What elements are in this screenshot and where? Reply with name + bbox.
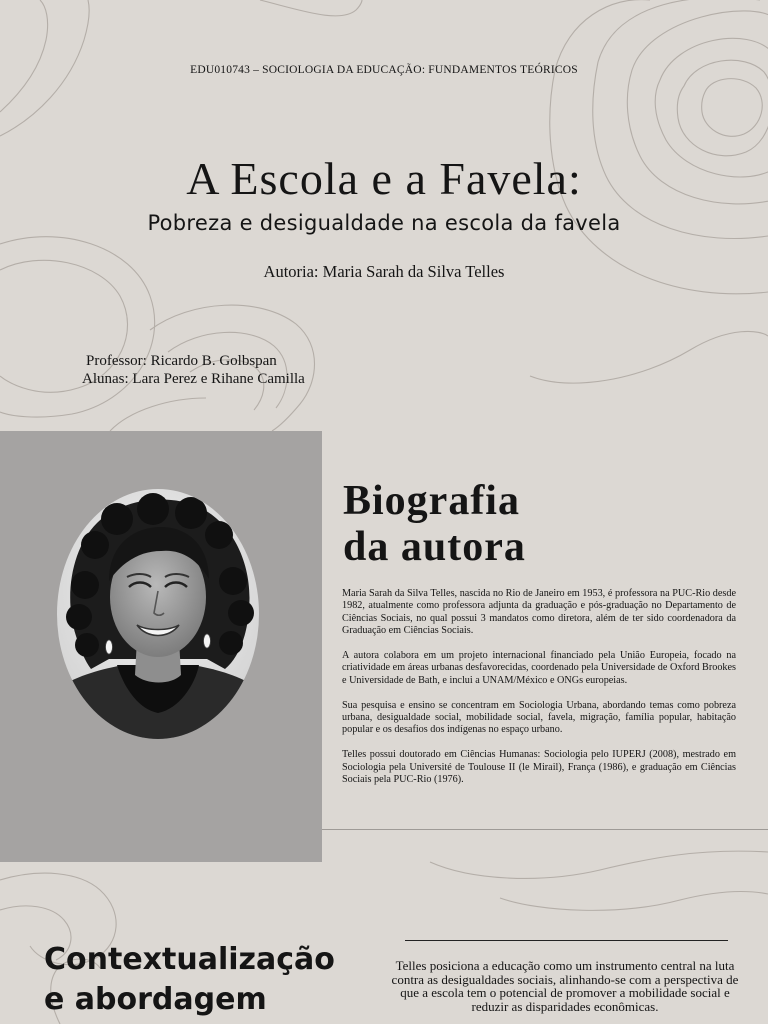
context-text: Telles posiciona a educação como um instrumento central na luta contra as desigualdades sociais, alinhando-se com a perspectiva de que a escola tem o potencial de promover a mobilidade social e reduzir as disparidades econômicas. [391, 958, 739, 1014]
biography-paragraph: Sua pesquisa e ensino se concentram em Sociologia Urbana, abordando temas como pobreza urbana, desigualdade social, mobilidade social, favela, migração, família popular, habitação popular e os desafios dos indígenas no espaço urbano. [342, 699, 736, 736]
students-line: Alunas: Lara Perez e Rihane Camilla [82, 371, 305, 387]
professor-line: Professor: Ricardo B. Golbspan [86, 353, 277, 369]
context-heading-line1: Contextualização [44, 942, 335, 977]
credits-block [82, 352, 305, 388]
document-subtitle: Pobreza e desigualdade na escola da favela [147, 211, 621, 235]
biography-heading [343, 478, 743, 570]
biography-paragraph: Maria Sarah da Silva Telles, nascida no Rio de Janeiro em 1953, é professora na PUC-Rio desde 1982, atualmente como professora adjunta da graduação e pós-graduação no Departamento de Ciências Sociais, no qual possui 3 mandatos como diretora, além de ter sido coordenadora da Graduação em Ciências Sociais. [342, 588, 736, 637]
context-heading [44, 940, 364, 1020]
biography-heading-line1: Biografia [343, 478, 520, 524]
biography-paragraph: A autora colabora em um projeto internacional financiado pela União Europeia, focado na criatividade em áreas urbanas desfavorecidas, coordenado pela Universidade de Oxford Brookes e Universidade de Bath, e inclui a UNAM/México e ONGs europeias. [342, 650, 736, 686]
biography-paragraph: Telles possui doutorado em Ciências Humanas: Sociologia pelo IUPERJ (2008), mestrado em Sociologia pela Université de Toulouse II (le Mirail), França (1986), e graduação em Ciências Sociais pela PUC-Rio (1976). [342, 749, 736, 786]
biography-text [342, 588, 736, 799]
document-title: A Escola e a Favela: [186, 153, 582, 204]
context-heading-line2: e abordagem [44, 982, 267, 1017]
section-divider [322, 829, 768, 830]
course-code: EDU010743 – SOCIOLOGIA DA EDUCAÇÃO: FUNDAMENTOS TEÓRICOS [190, 64, 578, 76]
author-portrait-icon [57, 489, 259, 739]
biography-heading-line2: da autora [343, 524, 526, 570]
context-divider [405, 940, 728, 941]
authorship-line: Autoria: Maria Sarah da Silva Telles [263, 262, 505, 281]
